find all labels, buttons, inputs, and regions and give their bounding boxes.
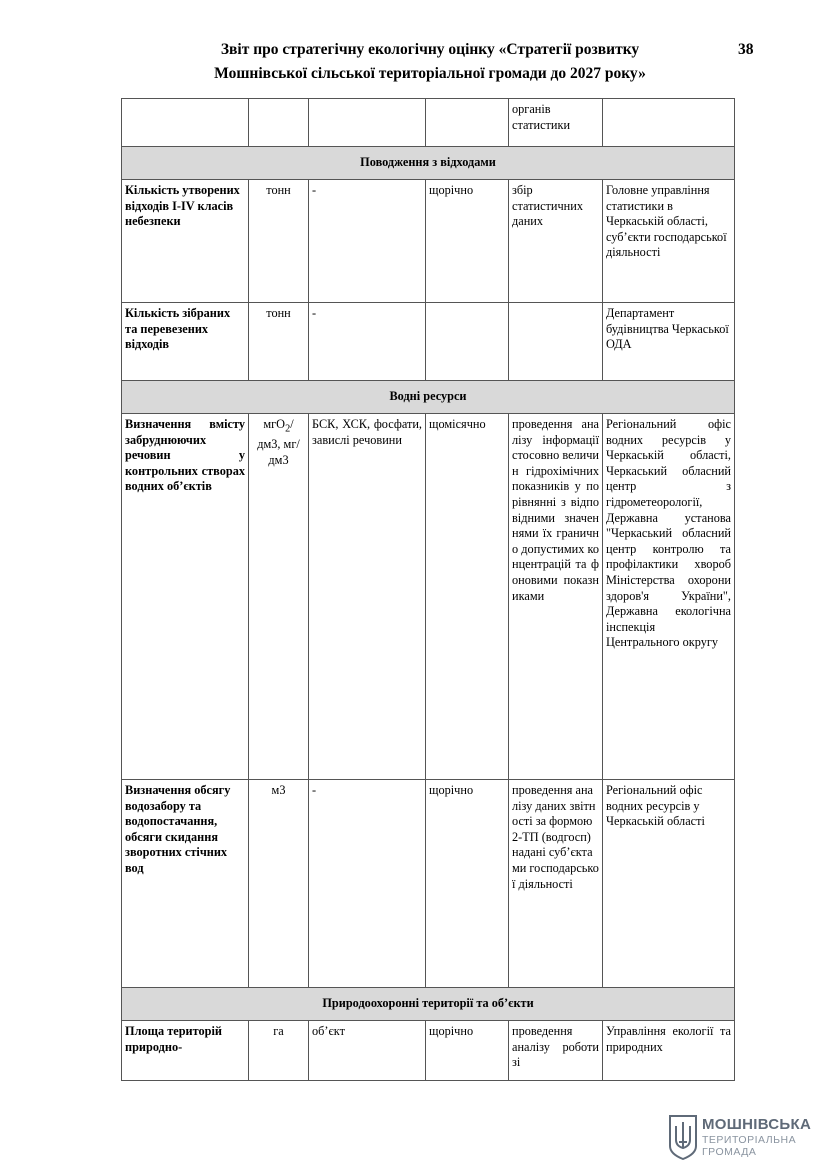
cell-responsible: Регіональний офіс водних ресурсів у Черкаській області xyxy=(603,780,735,988)
cell-frequency: щорічно xyxy=(426,780,509,988)
table-row xyxy=(122,1021,735,1081)
cell-frequency: щорічно xyxy=(426,1021,509,1081)
cell-responsible xyxy=(603,99,735,147)
cell-responsible: Департамент будівництва Черкаської ОДА xyxy=(603,303,735,381)
cell-responsible: Головне управління статистики в Черкаській області, суб’єкти господарської діяльності xyxy=(603,180,735,303)
logo-subtitle-2: ГРОМАДА xyxy=(702,1146,757,1158)
trident-emblem-icon xyxy=(668,1114,698,1160)
cell-unit: м3 xyxy=(249,780,309,988)
header-line-1: Звіт про стратегічну екологічну оцінку «Стратегії розвитку xyxy=(220,41,640,58)
cell-frequency: щомісячно xyxy=(426,414,509,780)
cell-components: - xyxy=(309,780,426,988)
cell-components: - xyxy=(309,180,426,303)
cell-method: проведення аналізу інформації стосовно величин гідрохімічних показників у порівнянні з відповідними значеннями їх гранично допустимих концентрацій та фоновими показниками xyxy=(509,414,603,780)
cell-indicator: Кількість зібраних та перевезених відходів xyxy=(122,303,249,381)
cell-components: - xyxy=(309,303,426,381)
section-title: Водні ресурси xyxy=(122,381,735,414)
cell-components xyxy=(309,99,426,147)
logo-title: МОШНІВСЬКА xyxy=(702,1116,812,1133)
cell-method: проведення аналізу даних звітності за формою 2-ТП (водгосп) надані суб’єктами господарської діяльності xyxy=(509,780,603,988)
monitoring-table xyxy=(121,98,735,1081)
table-row xyxy=(122,303,735,381)
table-row xyxy=(122,780,735,988)
cell-method: органів статистики xyxy=(509,99,603,147)
cell-responsible: Управління екології та природних xyxy=(603,1021,735,1081)
cell-components: об’єкт xyxy=(309,1021,426,1081)
page-number: 38 xyxy=(738,41,754,58)
cell-indicator: Визначення обсягу водозабору та водопостачання, обсяги скидання зворотних стічних вод xyxy=(122,780,249,988)
cell-unit: га xyxy=(249,1021,309,1081)
header-line-2: Мошнівської сільської територіальної громади до 2027 року» xyxy=(214,65,646,82)
cell-method: збір статистичних даних xyxy=(509,180,603,303)
cell-frequency xyxy=(426,303,509,381)
table-row xyxy=(122,180,735,303)
section-title: Поводження з відходами xyxy=(122,147,735,180)
community-logo xyxy=(668,1112,813,1162)
table-row xyxy=(122,414,735,780)
cell-unit: тонн xyxy=(249,303,309,381)
cell-unit: тонн xyxy=(249,180,309,303)
section-row-water xyxy=(122,381,735,414)
section-row-protected xyxy=(122,988,735,1021)
unit-part-a: мгО xyxy=(263,417,286,431)
document-header xyxy=(120,38,740,86)
section-title: Природоохоронні території та об’єкти xyxy=(122,988,735,1021)
unit-subscript: 2 xyxy=(285,423,291,435)
cell-components: БСК, ХСК, фосфати, завислі речовини xyxy=(309,414,426,780)
cell-indicator: Кількість утворених відходів І-IV класів небезпеки xyxy=(122,180,249,303)
cell-indicator xyxy=(122,99,249,147)
cell-frequency xyxy=(426,99,509,147)
unit-part-b: /дм3, мг/дм3 xyxy=(257,417,300,467)
cell-method xyxy=(509,303,603,381)
cell-unit xyxy=(249,99,309,147)
cell-frequency: щорічно xyxy=(426,180,509,303)
cell-responsible: Регіональний офіс водних ресурсів у Черкаській області, Черкаський обласний центр з гідрометеорології, Державна установа "Черкаський обласний центр контролю та профілактики хвороб Міністерства охорони здоров'я України", Державна екологічна інспекція Центрального округу xyxy=(603,414,735,780)
logo-subtitle-1: ТЕРИТОРІАЛЬНА xyxy=(702,1134,797,1146)
cell-unit xyxy=(249,414,309,780)
section-row-waste xyxy=(122,147,735,180)
cell-indicator: Площа територій природно- xyxy=(122,1021,249,1081)
table-row xyxy=(122,99,735,147)
cell-indicator: Визначення вмісту забруднюючих речовин у контрольних створах водних об’єктів xyxy=(122,414,249,780)
cell-method: проведення аналізу роботи зі xyxy=(509,1021,603,1081)
